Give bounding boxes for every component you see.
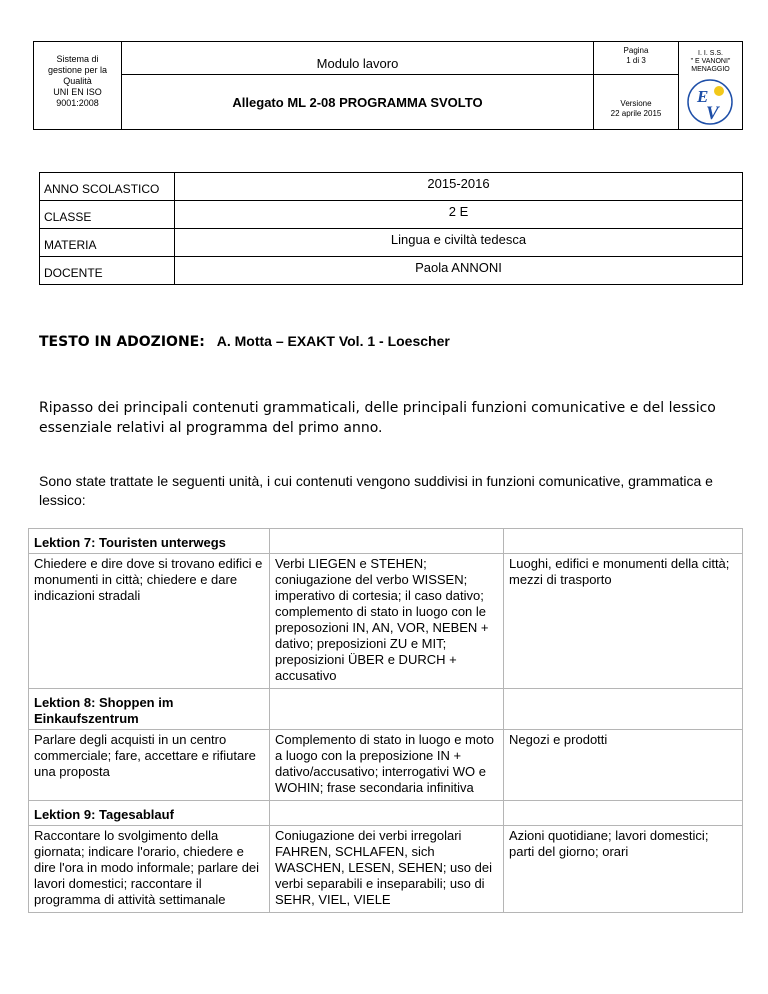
lesson-lexicon: Negozi e prodotti (504, 730, 743, 801)
info-value: 2015-2016 (175, 173, 743, 201)
info-value: Paola ANNONI (175, 257, 743, 285)
module-title: Modulo lavoro (122, 42, 594, 75)
textbook-line (39, 333, 450, 350)
lesson-functions: Chiedere e dire dove si trovano edifici e monumenti in città; chiedere e dare indicazioni stradali (29, 554, 270, 689)
lesson-header-row (29, 529, 743, 554)
info-row (40, 257, 743, 285)
intro-paragraph: Ripasso dei principali contenuti grammaticali, delle principali funzioni comunicative e del lessico essenziale relativi al programma del primo anno. (39, 400, 716, 436)
attachment-title: Allegato ML 2-08 PROGRAMMA SVOLTO (122, 75, 594, 129)
info-table (39, 172, 743, 285)
page-cell (594, 42, 679, 75)
lesson-grammar: Complemento di stato in luogo e moto a luogo con la preposizione IN + dativo/accusativo; interrogativi WO e WOHIN; frase secondaria infinitiva (270, 730, 504, 801)
lesson-header-row (29, 689, 743, 730)
school-cell (679, 42, 742, 129)
lesson-lexicon: Luoghi, edifici e monumenti della città; mezzi di trasporto (504, 554, 743, 689)
info-value: Lingua e civiltà tedesca (175, 229, 743, 257)
lesson-functions: Raccontare lo svolgimento della giornata; indicare l'orario, chiedere e dire l'ora in modo informale; parlare dei lavori domestici; raccontare il programma di attività settimanale (29, 826, 270, 913)
lesson-content-row (29, 826, 743, 913)
lesson-title: Lektion 9: Tagesablauf (29, 801, 270, 826)
info-key: DOCENTE (40, 257, 175, 285)
version-value: 22 aprile 2015 (610, 109, 662, 118)
info-key: ANNO SCOLASTICO (40, 173, 175, 201)
info-key: MATERIA (40, 229, 175, 257)
school-logo (686, 78, 734, 126)
lesson-title: Lektion 7: Touristen unterwegs (29, 529, 270, 554)
svg-text:V: V (706, 103, 719, 124)
school-line-2: " E VANONI" (690, 58, 731, 65)
textbook-title: A. Motta – EXAKT Vol. 1 - Loescher (216, 333, 450, 349)
lesson-title: Lektion 8: Shoppen im Einkaufszentrum (29, 689, 270, 730)
quality-system-cell: Sistema di gestione per la Qualità UNI EN ISO 9001:2008 (34, 42, 122, 129)
lessons-table (28, 528, 743, 913)
info-row (40, 229, 743, 257)
lesson-header-row (29, 801, 743, 826)
lesson-grammar: Coniugazione dei verbi irregolari FAHREN, SCHLAFEN, sich WASCHEN, LESEN, SEHEN; uso dei verbi separabili e inseparabili; uso di SEHR, VIEL, VIELE (270, 826, 504, 913)
version-cell (594, 75, 679, 129)
page-value: 1 di 3 (626, 56, 646, 65)
lesson-functions: Parlare degli acquisti in un centro commerciale; fare, accettare e rifiutare una proposta (29, 730, 270, 801)
lesson-grammar: Verbi LIEGEN e STEHEN; coniugazione del verbo WISSEN; imperativo di cortesia; il caso dativo; complemento di stato in luogo con le preposozioni IN, AN, VOR, NEBEN + dativo; preposizioni ZU e MIT; preposizioni ÜBER e DURCH + accusativo (270, 554, 504, 689)
info-value: 2 E (175, 201, 743, 229)
lesson-content-row (29, 730, 743, 801)
units-paragraph: Sono state trattate le seguenti unità, i cui contenuti vengono suddivisi in funzioni comunicative, grammatica e lessico: (39, 473, 713, 508)
lesson-lexicon: Azioni quotidiane; lavori domestici; parti del giorno; orari (504, 826, 743, 913)
school-line-1: I. I. S.S. (698, 50, 723, 57)
textbook-label: TESTO IN ADOZIONE: (39, 334, 205, 350)
document-header (33, 41, 743, 130)
svg-text:E: E (697, 87, 709, 106)
lesson-content-row (29, 554, 743, 689)
info-key: CLASSE (40, 201, 175, 229)
school-line-3: MENAGGIO (691, 66, 730, 73)
info-row (40, 201, 743, 229)
page-label: Pagina (623, 46, 649, 55)
version-label: Versione (620, 99, 652, 108)
info-row (40, 173, 743, 201)
